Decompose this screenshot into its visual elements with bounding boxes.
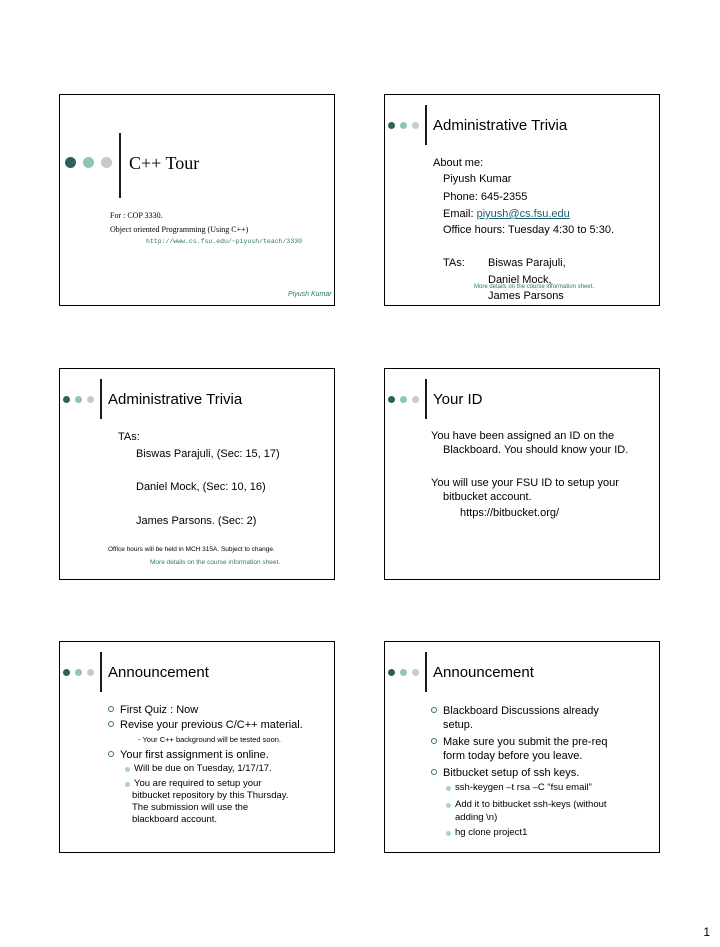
slide-5: [59, 641, 335, 853]
sub-bullet-item: ssh-keygen –t rsa –C “fsu email”: [455, 782, 592, 794]
bullet-line: setup.: [443, 719, 473, 731]
bullet-item: Blackboard Discussions already: [443, 704, 599, 718]
email-label: Email:: [443, 208, 474, 220]
sub-bullet-item: You are required to setup your: [134, 778, 261, 790]
sub-bullet-item: - Your C++ background will be tested soon.: [138, 735, 282, 744]
divider-line: [100, 379, 102, 419]
dot-bullet-icon: [446, 786, 451, 791]
bullet-item: Revise your previous C/C++ material.: [120, 718, 303, 732]
email-link[interactable]: piyush@cs.fsu.edu: [476, 208, 570, 220]
dot-bullet-icon: [125, 782, 130, 787]
course-line: Object oriented Programming (Using C++): [110, 225, 249, 234]
slide-title: Announcement: [108, 664, 209, 681]
details-note: More details on the course information sheet.: [474, 284, 595, 290]
dash-bullet-icon: -: [138, 735, 143, 744]
circle-bullet-icon: [431, 738, 437, 744]
circle-bullet-icon: [108, 751, 114, 757]
dot-bullet-icon: [446, 831, 451, 836]
sub-bullet-line: The submission will use the: [132, 802, 249, 813]
decorative-dots-icon: [388, 122, 419, 129]
ta-name: Daniel Mock, (Sec: 10, 16): [136, 481, 266, 493]
dot-bullet-icon: [125, 767, 130, 772]
instructor-name: Piyush Kumar: [443, 173, 512, 185]
decorative-dots-icon: [388, 669, 419, 676]
slide-6: [384, 641, 660, 853]
course-url[interactable]: http://www.cs.fsu.edu/~piyush/teach/3330: [146, 238, 303, 245]
for-line: For : COP 3330.: [110, 211, 163, 220]
about-label: About me:: [433, 157, 484, 169]
office-note: Office hours will be held in MCH 315A. Subject to change.: [108, 546, 275, 553]
ta-name: James Parsons. (Sec: 2): [136, 515, 257, 527]
ta-name: James Parsons: [488, 290, 564, 302]
sub-bullet-line: blackboard account.: [132, 814, 218, 825]
divider-line: [425, 652, 427, 692]
circle-bullet-icon: [108, 706, 114, 712]
slide-4: [384, 368, 660, 580]
decorative-dots-icon: [63, 396, 94, 403]
bitbucket-url[interactable]: https://bitbucket.org/: [460, 507, 560, 519]
circle-bullet-icon: [431, 707, 437, 713]
decorative-dots-icon: [65, 157, 112, 168]
page-number: 1: [703, 925, 710, 939]
divider-line: [119, 133, 121, 198]
instructor-phone: Phone: 645-2355: [443, 191, 528, 203]
sub-bullet-item: hg clone project1: [455, 827, 527, 839]
divider-line: [425, 105, 427, 145]
slide-title: Your ID: [433, 391, 483, 408]
sub-bullet-item: Will be due on Tuesday, 1/17/17.: [134, 763, 272, 775]
circle-bullet-icon: [108, 721, 114, 727]
dot-bullet-icon: [446, 803, 451, 808]
paragraph-line: You have been assigned an ID on the: [431, 430, 615, 442]
paragraph-line: bitbucket account.: [443, 491, 532, 503]
slide-title: C++ Tour: [129, 153, 200, 173]
paragraph-line: You will use your FSU ID to setup your: [431, 477, 619, 489]
decorative-dots-icon: [63, 669, 94, 676]
ta-name: Biswas Parajuli,: [488, 257, 566, 269]
instructor-email-row: [443, 207, 570, 222]
circle-bullet-icon: [431, 769, 437, 775]
author: Piyush Kumar: [288, 291, 332, 298]
slide-3: [59, 368, 335, 580]
divider-line: [425, 379, 427, 419]
slide-title: Administrative Trivia: [433, 117, 568, 134]
details-note: More details on the course information sheet.: [150, 559, 281, 566]
decorative-dots-icon: [388, 396, 419, 403]
ta-name: Daniel Mock,: [488, 274, 552, 286]
bullet-item: Bitbucket setup of ssh keys.: [443, 766, 579, 780]
slide-title: Administrative Trivia: [108, 391, 243, 408]
tas-label: TAs:: [443, 257, 465, 269]
slide-title: Announcement: [433, 664, 534, 681]
sub-bullet-item: Add it to bitbucket ssh-keys (without: [455, 799, 607, 811]
ta-name: Biswas Parajuli, (Sec: 15, 17): [136, 448, 280, 460]
sub-bullet-line: adding \n): [455, 812, 498, 823]
office-hours: Office hours: Tuesday 4:30 to 5:30.: [443, 224, 615, 236]
bullet-item: First Quiz : Now: [120, 703, 198, 717]
divider-line: [100, 652, 102, 692]
bullet-line: form today before you leave.: [443, 750, 583, 762]
bullet-item: Make sure you submit the pre-req: [443, 735, 607, 749]
bullet-item: Your first assignment is online.: [120, 748, 269, 762]
slide-1: [59, 94, 335, 306]
tas-label: TAs:: [118, 431, 140, 443]
slide-2: [384, 94, 660, 306]
sub-bullet-line: bitbucket repository by this Thursday.: [132, 790, 289, 801]
paragraph-line: Blackboard. You should know your ID.: [443, 444, 629, 456]
